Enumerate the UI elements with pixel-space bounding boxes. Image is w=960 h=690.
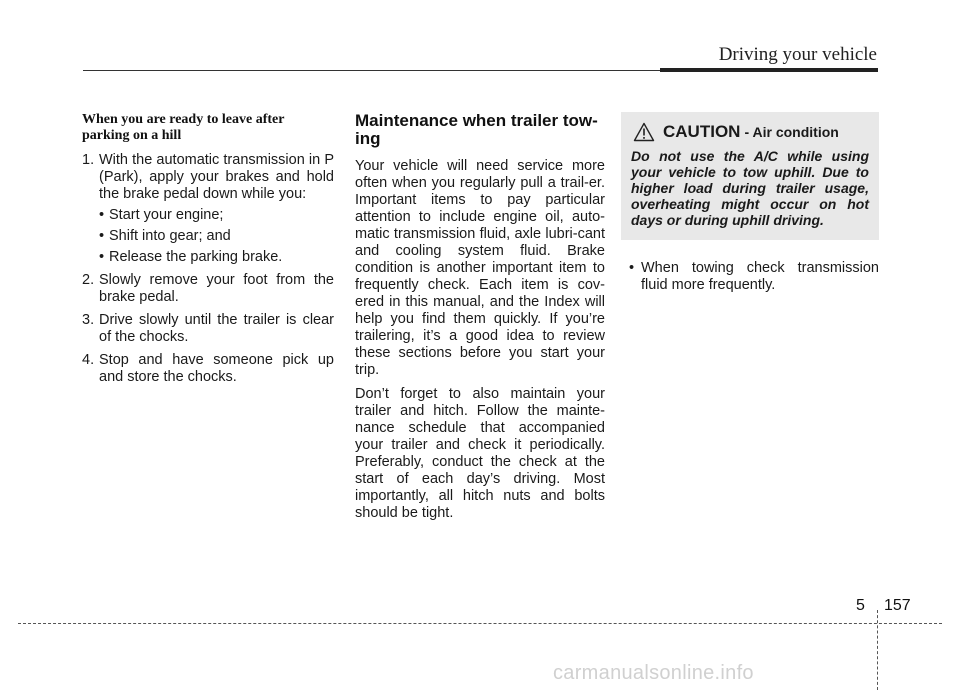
caution-header [631,122,869,142]
header-divider-thin [83,70,663,71]
step-4-number: 4. [82,352,95,368]
step-1 [82,152,334,266]
caution-title: CAUTION [663,122,741,141]
step-1-bullets [99,207,334,266]
warning-triangle-icon [633,122,655,142]
caution-body: Do not use the A/C while using your vehicle to tow uphill. Due to higher load during trailer usage, overheating might occur on hot days or during uphill driving. [631,148,869,228]
column-trailer-maintenance [355,112,605,529]
column-caution [621,112,879,294]
header-divider-thick [660,68,878,72]
footer-divider [18,623,942,624]
trailer-maintenance-paragraph-1: Your vehicle will need service more often when you regularly pull a trail-er. Important items to pay particular attention to include engine oil, auto-matic transmission fluid, axle lubri-cant and cooling system fluid. Brake condition is another important item to frequently check. Each item is cov-ered in this manual, and the Index will help you find them quickly. If you’re trailering, it’s a good idea to review these sections before you start your trip. [355,158,605,378]
footer-vertical-divider [877,610,878,690]
step-2-number: 2. [82,272,95,288]
step-3-number: 3. [82,312,95,328]
step-3 [82,312,334,346]
step-2 [82,272,334,306]
step-1-number: 1. [82,152,95,168]
step-4 [82,352,334,386]
step-3-text: Drive slowly until the trailer is clear of the chocks. [99,312,334,345]
bullet-release-brake: • Release the parking brake. [99,249,334,266]
trailer-maintenance-paragraph-2: Don’t forget to also maintain your trailer and hitch. Follow the mainte-nance schedule that accompanied your trailer and check it periodically. Preferably, conduct the check at the start of each day’s driving. Most importantly, all hitch nuts and bolts should be tight. [355,386,605,521]
column-hill-departure [82,112,334,392]
page-header-title: Driving your vehicle [718,44,877,65]
page-number: 157 [884,597,911,614]
bullet-shift-gear: • Shift into gear; and [99,228,334,245]
trailer-maintenance-heading: Maintenance when trailer tow-ing [355,111,598,148]
step-4-text: Stop and have someone pick up and store the chocks. [99,352,334,385]
step-2-text: Slowly remove your foot from the brake pedal. [99,272,334,305]
watermark-text: carmanualsonline.info [553,662,754,684]
bullet-check-transmission: • When towing check transmission fluid more frequently. [621,260,879,294]
caution-box [621,112,879,240]
bullet-start-engine: • Start your engine; [99,207,334,224]
step-1-text: With the automatic transmission in P (Park), apply your brakes and hold the brake pedal down while you: [99,152,334,202]
caution-subtitle: - Air condition [744,124,839,140]
chapter-number: 5 [856,597,865,614]
hill-departure-steps [82,152,334,386]
hill-departure-heading: When you are ready to leave after parking on a hill [82,112,285,143]
